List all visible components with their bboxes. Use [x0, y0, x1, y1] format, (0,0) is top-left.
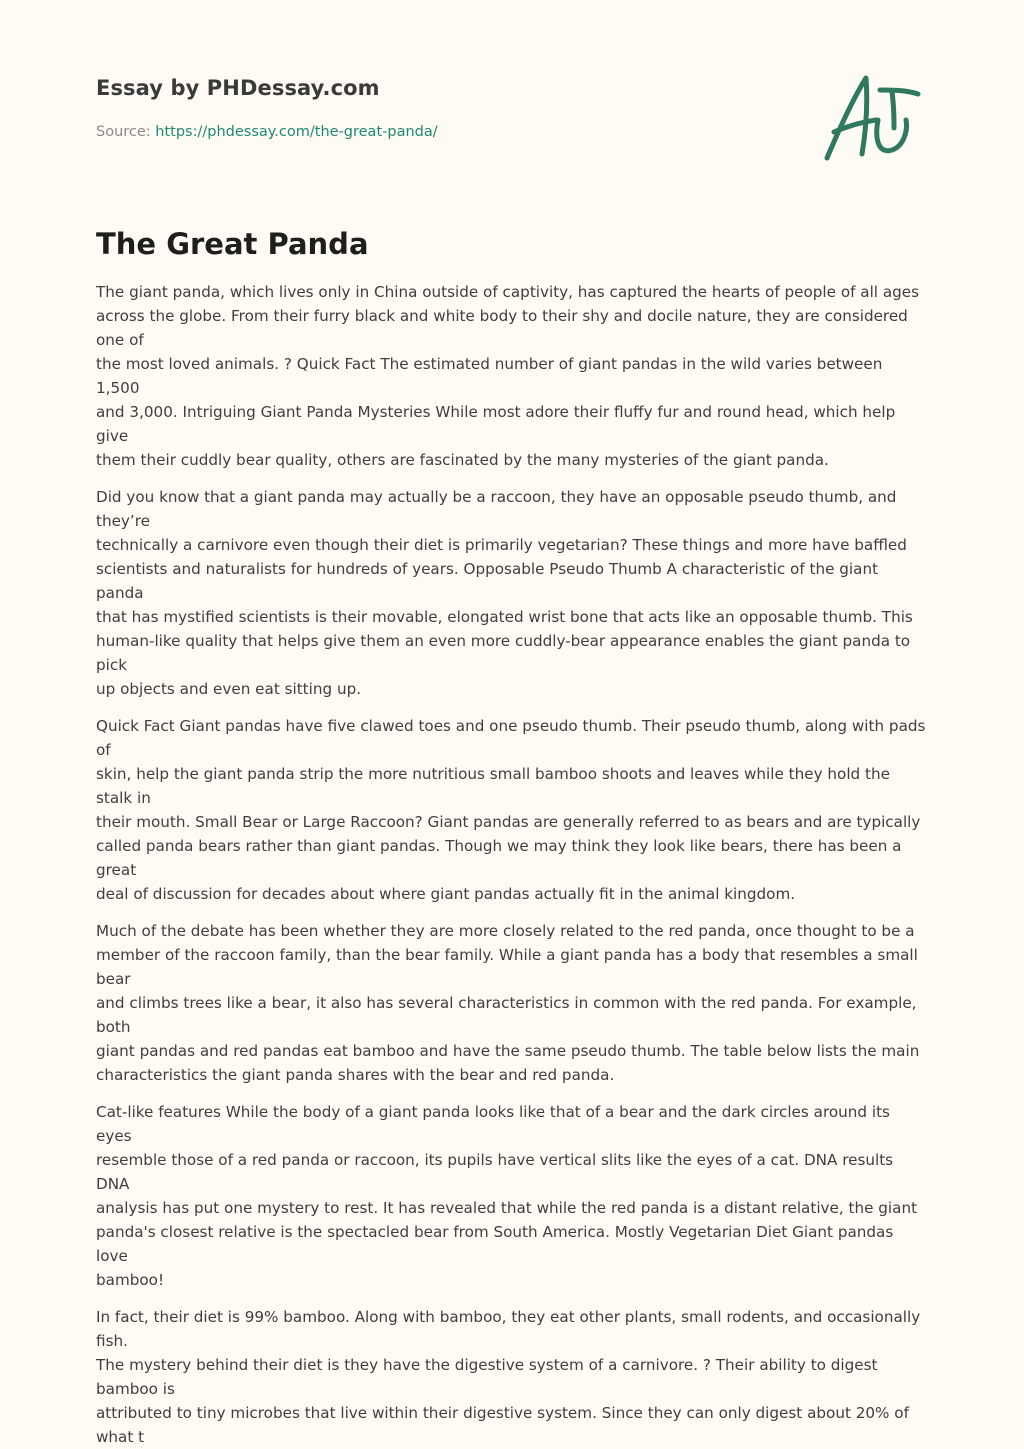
source-line — [96, 124, 438, 140]
source-label: Source: — [96, 124, 156, 140]
a-plus-logo-icon — [822, 66, 926, 166]
site-brand: Essay by PHDessay.com — [96, 76, 380, 100]
essay-paragraph: Much of the debate has been whether they are more closely related to the red panda, once thought to be a member of the raccoon family, than the bear family. While a giant panda has a body that resembles a small bear and climbs trees like a bear, it also has several characteristics in common with the red panda. For example, both giant pandas and red pandas eat bamboo and have the same pseudo thumb. The table below lists the main characteristics the giant panda shares with the bear and red panda. — [96, 922, 920, 1084]
essay-paragraph: Did you know that a giant panda may actually be a raccoon, they have an opposable pseudo thumb, and they’re technically a carnivore even though their diet is primarily vegetarian? These things and more have baffled scientists and naturalists for hundreds of years. Opposable Pseudo Thumb A characteristic of the giant panda that has mystified scientists is their movable, elongated wrist bone that acts like an opposable thumb. This human-like quality that helps give them an even more cuddly-bear appearance enables the giant panda to pick up objects and even eat sitting up. — [96, 488, 913, 698]
essay-body — [96, 280, 928, 1449]
source-link[interactable]: https://phdessay.com/the-great-panda/ — [155, 124, 438, 140]
essay-paragraph: Cat-like features While the body of a giant panda looks like that of a bear and the dark circles around its eyes resemble those of a red panda or raccoon, its pupils have vertical slits like the eyes of a cat. DNA results DNA analysis has put one mystery to rest. It has revealed that while the red panda is a distant relative, the giant panda's closest relative is the spectacled bear from South America. Mostly Vegetarian Diet Giant pandas love bamboo! — [96, 1103, 918, 1289]
page-header — [96, 0, 928, 210]
essay-title: The Great Panda — [96, 227, 369, 261]
essay-paragraph: In fact, their diet is 99% bamboo. Along with bamboo, they eat other plants, small rodents, and occasionally fish. The mystery behind their diet is they have the digestive system of a carnivore. ? Their ability to digest bamboo is attributed to tiny microbes that live within their digestive system. Since they can only digest about 20% of what t — [96, 1308, 921, 1446]
essay-paragraph: Quick Fact Giant pandas have five clawed toes and one pseudo thumb. Their pseudo thumb, along with pads of skin, help the giant panda strip the more nutritious small bamboo shoots and leaves while they hold the stalk in their mouth. Small Bear or Large Raccoon? Giant pandas are generally referred to as bears and are typically called panda bears rather than giant pandas. Though we may think they look like bears, there has been a great deal of discussion for decades about where giant pandas actually fit in the animal kingdom. — [96, 717, 926, 903]
essay-paragraph: The giant panda, which lives only in China outside of captivity, has captured the hearts of people of all ages across the globe. From their furry black and white body to their shy and docile nature, they are considered one of the most loved animals. ? Quick Fact The estimated number of giant pandas in the wild varies between 1,500 and 3,000. Intriguing Giant Panda Mysteries While most adore their fluffy fur and round head, which help give them their cuddly bear quality, others are fascinated by the many mysteries of the giant panda. — [96, 283, 920, 469]
